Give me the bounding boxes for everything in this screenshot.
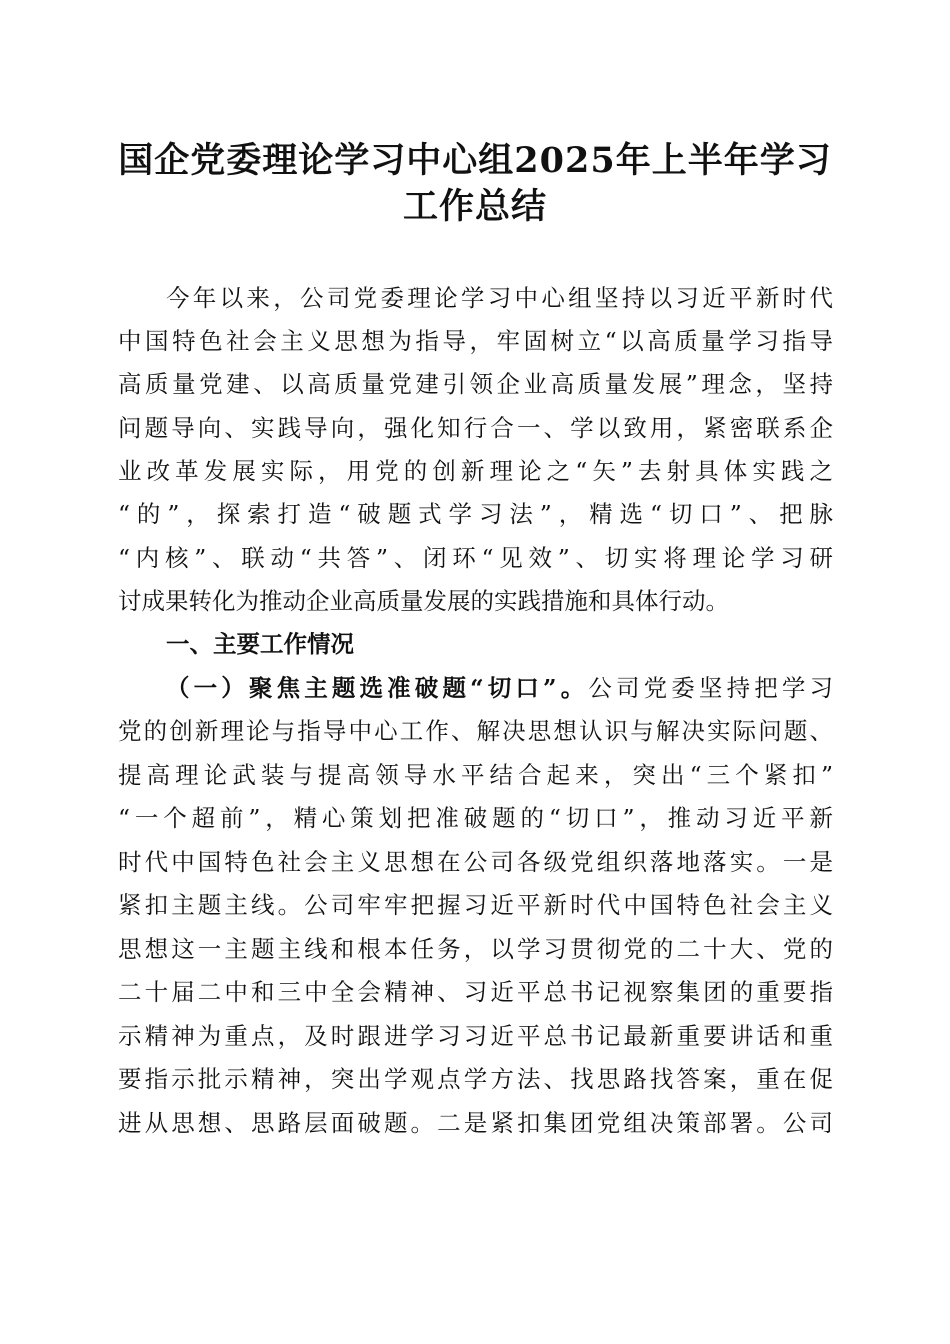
body-line: 时代中国特色社会主义思想在公司各级党组织落地落实。一是 [118,848,833,876]
intro-line: 高质量党建、以高质量党建引领企业高质量发展”理念，坚持 [118,370,833,398]
document-title-line-1: 国企党委理论学习中心组2025年上半年学习 [118,140,832,181]
body-line: 紧扣主题主线。公司牢牢把握习近平新时代中国特色社会主义 [118,891,833,919]
body-line: 提高理论武装与提高领导水平结合起来，突出“三个紧扣” [118,761,833,789]
body-line: 党的创新理论与指导中心工作、解决思想认识与解决实际问题、 [118,717,833,745]
body-line: 要指示批示精神，突出学观点学方法、找思路找答案，重在促 [118,1065,833,1093]
document-title-line-2: 工作总结 [402,186,547,227]
section-heading: 一、主要工作情况 [166,630,354,658]
body-line: 二十届二中和三中全会精神、习近平总书记视察集团的重要指 [118,978,833,1006]
intro-line: 问题导向、实践导向，强化知行合一、学以致用，紧密联系企 [118,414,833,442]
subsection-first-line [166,672,833,704]
subsection-title: （一）聚焦主题选准破题“切口”。 [166,674,589,702]
intro-line: “内核”、联动“共答”、闭环“见效”、切实将理论学习研 [118,544,833,572]
body-line: 思想这一主题主线和根本任务，以学习贯彻党的二十大、党的 [118,935,833,963]
subsection-first-rest: 公司党委坚持把学习 [588,674,833,702]
intro-line: 今年以来，公司党委理论学习中心组坚持以习近平新时代 [166,284,833,312]
body-line: 示精神为重点，及时跟进学习习近平总书记最新重要讲话和重 [118,1022,833,1050]
intro-line: 讨成果转化为推动企业高质量发展的实践措施和具体行动。 [118,587,729,615]
intro-line: 业改革发展实际，用党的创新理论之“矢”去射具体实践之 [118,457,833,485]
body-line: 进从思想、思路层面破题。二是紧扣集团党组决策部署。公司 [118,1109,833,1137]
body-line: “一个超前”，精心策划把准破题的“切口”，推动习近平新 [118,804,833,832]
intro-line: 中国特色社会主义思想为指导，牢固树立“以高质量学习指导 [118,327,833,355]
intro-line: “的”，探索打造“破题式学习法”，精选“切口”、把脉 [118,500,833,528]
